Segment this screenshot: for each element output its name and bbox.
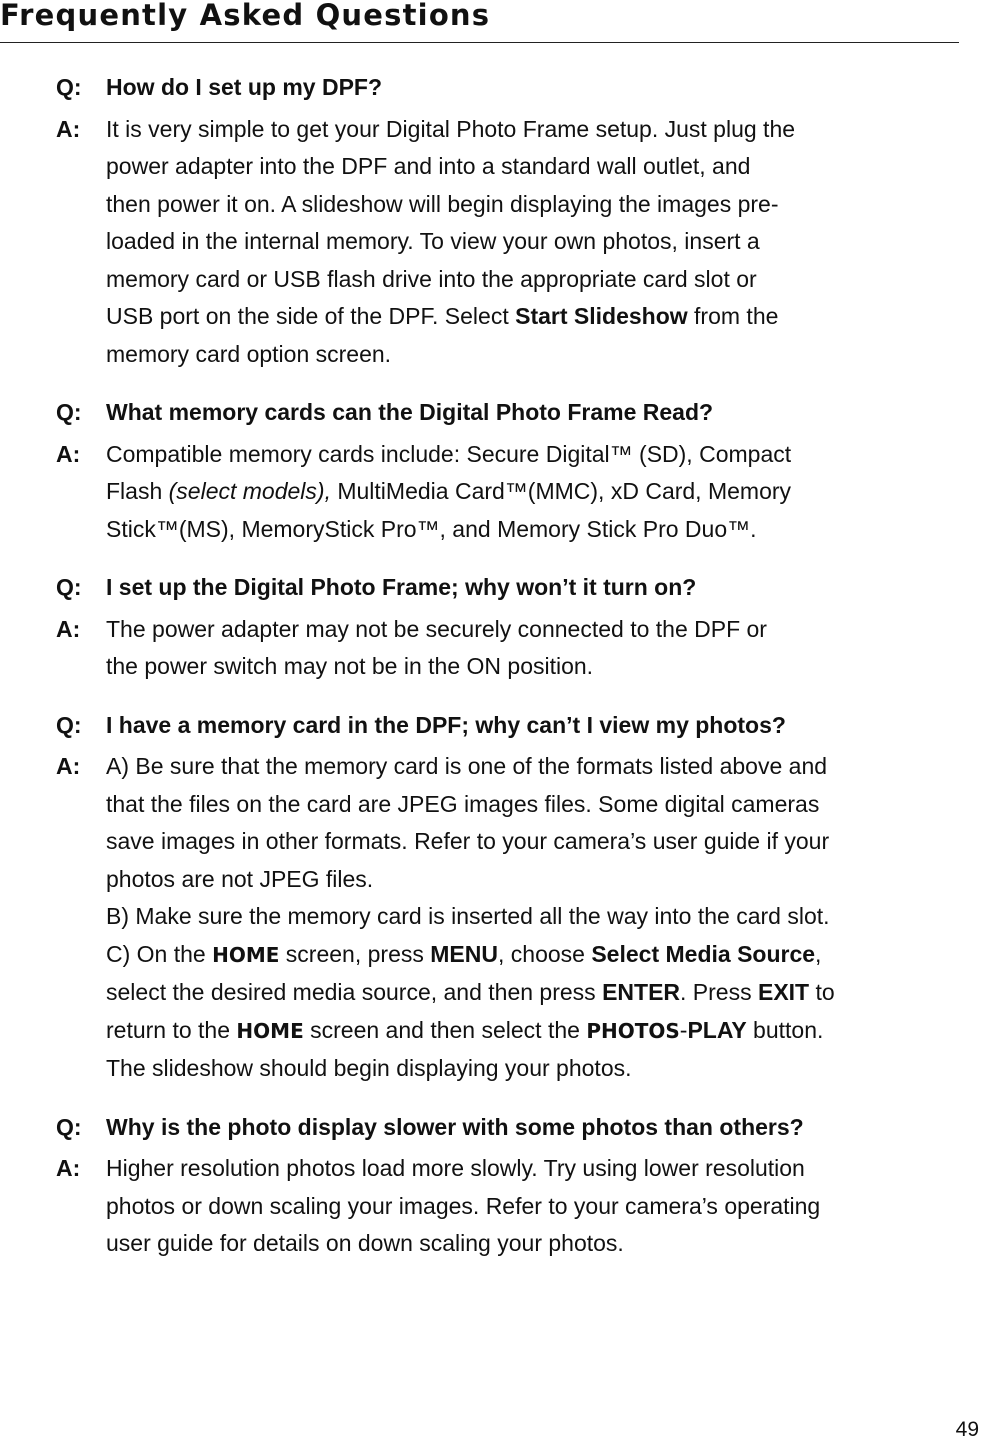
answer-line: the power switch may not be in the ON position. [106,653,594,679]
select-media-source-term: Select Media Source [591,940,816,967]
answer-line: Stick™(MS), MemoryStick Pro™, and Memory Stick Pro Duo™. [106,515,757,542]
faq-question [56,569,991,607]
text-run: from the [687,303,779,329]
text-run: to [809,979,835,1005]
answer-line: The power adapter may not be securely connected to the DPF or [106,615,767,642]
text-run: , choose [498,940,592,967]
text-run: C) On the [106,940,213,967]
question-label: Q: [56,711,82,738]
page-title: Frequently Asked Questions [0,0,491,32]
answer-line [106,974,991,1012]
text-run: Flash [106,478,169,504]
text-run: screen, press [279,940,431,967]
faq-answer [56,436,991,549]
faq-answer [56,748,991,1088]
answer-line [106,473,991,511]
answer-line: photos or down scaling your images. Refer to your camera’s operating [106,1192,821,1219]
faq-question [56,1109,991,1147]
page-number: 49 [955,1418,979,1441]
question-text: What memory cards can the Digital Photo Frame Read? [106,399,714,425]
answer-line: save images in other formats. Refer to your camera’s user guide if your [106,828,830,854]
answer-text [106,1150,991,1263]
answer-text [106,748,991,1088]
answer-line: power adapter into the DPF and into a standard wall outlet, and [106,153,751,179]
question-label: Q: [56,399,82,425]
text-run: . Press [680,979,758,1005]
answer-line [106,1012,991,1051]
question-text: How do I set up my DPF? [106,74,383,100]
answer-line [106,936,991,975]
text-run: , [815,940,822,967]
answer-text [106,436,991,549]
faq-answer [56,611,991,686]
answer-line: Compatible memory cards include: Secure Digital™ (SD), Compact [106,440,792,467]
faq-answer [56,111,991,374]
start-slideshow-term: Start Slideshow [515,303,688,329]
exit-term: EXIT [757,979,810,1005]
answer-line: then power it on. A slideshow will begin displaying the images pre- [106,190,779,217]
answer-label: A: [56,115,81,142]
question-label: Q: [56,574,82,600]
faq-question [56,394,991,432]
question-text: I have a memory card in the DPF; why can’t I view my photos? [106,711,786,738]
answer-line: photos are not JPEG files. [106,865,374,892]
question-label: Q: [56,74,82,100]
play-term: PLAY [687,1016,747,1043]
faq-list [56,69,991,1263]
home-term: HOME [212,942,280,967]
question-text: I set up the Digital Photo Frame; why won’t it turn on? [106,574,697,600]
text-run: MultiMedia Card™(MMC), xD Card, Memory [330,478,792,504]
menu-term: MENU [430,940,498,967]
photos-term: PHOTOS [586,1018,680,1043]
answer-line: Higher resolution photos load more slowly. Try using lower resolution [106,1155,805,1181]
faq-answer [56,1150,991,1263]
enter-term: ENTER [602,979,681,1005]
answer-label: A: [56,615,81,642]
select-models-note: (select models), [168,478,331,504]
text-run: button. [746,1016,824,1043]
answer-line: It is very simple to get your Digital Photo Frame setup. Just plug the [106,115,796,142]
answer-text [106,611,991,686]
faq-question [56,69,991,107]
answer-text [106,111,991,374]
home-term: HOME [236,1018,304,1043]
answer-line: user guide for details on down scaling your photos. [106,1230,624,1256]
text-run: screen and then select the [303,1016,587,1043]
question-text: Why is the photo display slower with some photos than others? [106,1113,804,1140]
answer-line: memory card option screen. [106,340,392,367]
answer-label: A: [56,440,81,467]
text-run: USB port on the side of the DPF. Select [106,303,516,329]
answer-label: A: [56,1155,81,1181]
text-run: - [679,1016,688,1043]
answer-line: that the files on the card are JPEG images files. Some digital cameras [106,790,820,817]
answer-line: loaded in the internal memory. To view your own photos, insert a [106,228,760,254]
answer-line: The slideshow should begin displaying your photos. [106,1055,632,1081]
faq-question [56,707,991,745]
answer-label: A: [56,753,81,779]
answer-line: B) Make sure the memory card is inserted all the way into the card slot. [106,903,830,929]
text-run: return to the [106,1016,237,1043]
answer-line: memory card or USB flash drive into the appropriate card slot or [106,265,757,292]
answer-line: A) Be sure that the memory card is one of the formats listed above and [106,753,828,779]
title-divider [0,42,959,43]
answer-line [106,298,991,336]
text-run: select the desired media source, and then press [106,979,603,1005]
question-label: Q: [56,1113,82,1140]
